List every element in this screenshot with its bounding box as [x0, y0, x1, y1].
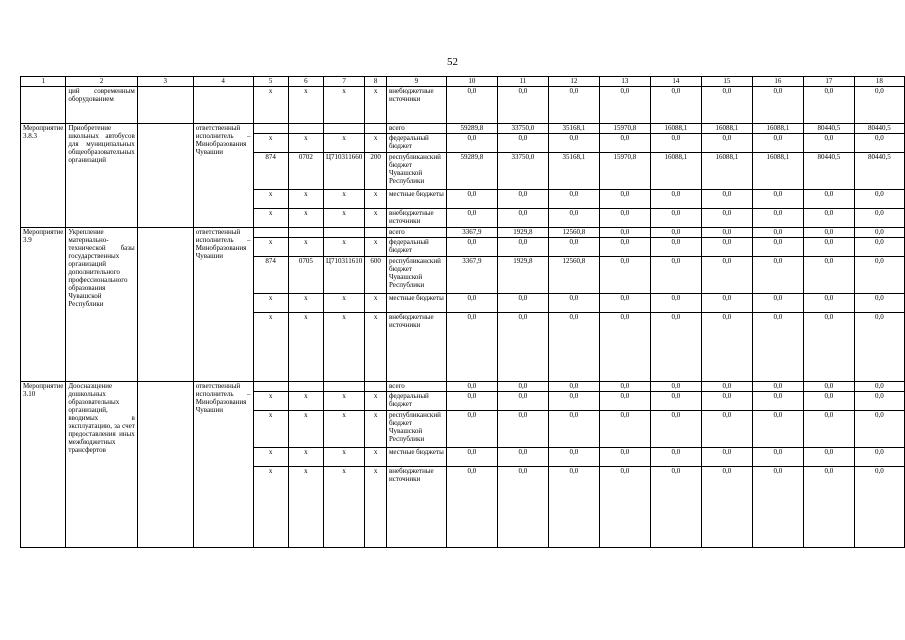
column-number: 15	[701, 77, 752, 87]
budget-code: x	[253, 294, 288, 313]
budget-code: x	[323, 294, 364, 313]
amount-value: 0,0	[854, 392, 904, 411]
amount-value: 0,0	[650, 228, 701, 238]
amount-value: 0,0	[548, 392, 599, 411]
amount-value: 0,0	[803, 228, 854, 238]
amount-value: 0,0	[599, 392, 650, 411]
funding-source: внебюджетные источники	[387, 313, 447, 382]
measure-label: Мероприятие 3.10	[21, 382, 66, 548]
budget-code: x	[365, 134, 387, 153]
column-number: 8	[365, 77, 387, 87]
amount-value: 0,0	[752, 257, 803, 294]
amount-value: 0,0	[650, 448, 701, 467]
budget-code: x	[365, 209, 387, 228]
amount-value: 0,0	[446, 313, 497, 382]
budget-code: x	[253, 190, 288, 209]
amount-value: 0,0	[599, 190, 650, 209]
amount-value: 0,0	[446, 448, 497, 467]
budget-code: x	[288, 411, 323, 448]
amount-value: 0,0	[650, 392, 701, 411]
amount-value: 0,0	[446, 467, 497, 548]
amount-value: 0,0	[497, 448, 548, 467]
budget-code: x	[323, 313, 364, 382]
amount-value: 0,0	[548, 294, 599, 313]
amount-value: 0,0	[548, 382, 599, 392]
amount-value: 0,0	[854, 209, 904, 228]
budget-code: x	[253, 134, 288, 153]
budget-code	[323, 382, 364, 392]
amount-value: 0,0	[752, 209, 803, 228]
column-number: 13	[599, 77, 650, 87]
amount-value: 0,0	[599, 228, 650, 238]
amount-value: 0,0	[446, 382, 497, 392]
amount-value: 0,0	[701, 313, 752, 382]
amount-value: 0,0	[701, 257, 752, 294]
measure-label: Мероприятие 3.8.3	[21, 124, 66, 228]
header-row	[21, 77, 905, 87]
measure-label: Мероприятие 3.9	[21, 228, 66, 382]
funding-source: всего	[387, 228, 447, 238]
budget-code	[253, 382, 288, 392]
measure-description: Доосназщение дошкольных образовательных организаций, вводимых в эксплуатацию, за счет предоставления иных межбюджетных трансфертов	[66, 382, 137, 548]
amount-value: 0,0	[599, 257, 650, 294]
table-row	[21, 228, 905, 238]
column-number: 2	[66, 77, 137, 87]
amount-value: 0,0	[854, 411, 904, 448]
amount-value: 0,0	[599, 411, 650, 448]
funding-source: внебюджетные источники	[387, 87, 447, 124]
amount-value: 0,0	[803, 467, 854, 548]
budget-code: x	[288, 190, 323, 209]
amount-value: 35168,1	[548, 153, 599, 190]
budget-code: x	[323, 392, 364, 411]
budget-code	[253, 228, 288, 238]
amount-value: 0,0	[548, 313, 599, 382]
amount-value: 3367,9	[446, 257, 497, 294]
amount-value: 0,0	[497, 238, 548, 257]
measure-label	[21, 87, 66, 124]
amount-value: 0,0	[650, 313, 701, 382]
amount-value: 0,0	[854, 257, 904, 294]
budget-code: x	[365, 411, 387, 448]
amount-value: 0,0	[599, 467, 650, 548]
budget-code: x	[365, 448, 387, 467]
budget-code: x	[365, 190, 387, 209]
budget-code: 0702	[288, 153, 323, 190]
amount-value: 0,0	[803, 209, 854, 228]
amount-value: 0,0	[854, 382, 904, 392]
budget-code: x	[365, 294, 387, 313]
amount-value: 0,0	[803, 238, 854, 257]
empty-cell	[137, 228, 193, 382]
amount-value: 0,0	[854, 87, 904, 124]
budget-code: x	[365, 392, 387, 411]
empty-cell	[137, 124, 193, 228]
amount-value: 0,0	[650, 382, 701, 392]
amount-value: 0,0	[446, 294, 497, 313]
budget-code: x	[253, 313, 288, 382]
amount-value: 80440,5	[854, 124, 904, 134]
funding-source: федеральный бюджет	[387, 238, 447, 257]
column-number: 5	[253, 77, 288, 87]
amount-value: 0,0	[803, 87, 854, 124]
amount-value: 59289,8	[446, 124, 497, 134]
amount-value: 16088,1	[752, 124, 803, 134]
amount-value: 0,0	[701, 209, 752, 228]
budget-code: 200	[365, 153, 387, 190]
amount-value: 0,0	[446, 411, 497, 448]
budget-code	[323, 228, 364, 238]
budget-code: x	[323, 134, 364, 153]
budget-table	[20, 76, 905, 548]
amount-value: 0,0	[854, 134, 904, 153]
amount-value: 0,0	[446, 87, 497, 124]
column-number: 4	[193, 77, 253, 87]
funding-source: местные бюджеты	[387, 294, 447, 313]
amount-value: 0,0	[701, 448, 752, 467]
amount-value: 0,0	[650, 257, 701, 294]
budget-code	[323, 124, 364, 134]
funding-source: федеральный бюджет	[387, 392, 447, 411]
amount-value: 0,0	[650, 190, 701, 209]
budget-code	[253, 124, 288, 134]
column-number: 16	[752, 77, 803, 87]
amount-value: 80440,5	[854, 153, 904, 190]
budget-code: x	[288, 87, 323, 124]
budget-code: x	[288, 448, 323, 467]
funding-source: республиканский бюджет Чувашской Республики	[387, 257, 447, 294]
budget-code: x	[365, 87, 387, 124]
amount-value: 0,0	[803, 294, 854, 313]
budget-code: x	[288, 238, 323, 257]
amount-value: 0,0	[701, 467, 752, 548]
measure-description: Приобретение школьных автобусов для муниципальных общеобразовательных организаций	[66, 124, 137, 228]
amount-value: 0,0	[701, 382, 752, 392]
column-number: 11	[497, 77, 548, 87]
amount-value: 0,0	[599, 313, 650, 382]
amount-value: 0,0	[599, 448, 650, 467]
budget-code: 600	[365, 257, 387, 294]
amount-value: 0,0	[650, 411, 701, 448]
budget-code: 874	[253, 257, 288, 294]
amount-value: 0,0	[752, 467, 803, 548]
budget-code: x	[323, 238, 364, 257]
amount-value: 0,0	[497, 411, 548, 448]
budget-code	[288, 124, 323, 134]
column-number: 12	[548, 77, 599, 87]
budget-code: x	[253, 209, 288, 228]
amount-value: 0,0	[446, 134, 497, 153]
amount-value: 0,0	[803, 257, 854, 294]
amount-value: 16088,1	[701, 153, 752, 190]
amount-value: 12560,8	[548, 257, 599, 294]
budget-code: x	[253, 411, 288, 448]
amount-value: 33750,0	[497, 124, 548, 134]
amount-value: 0,0	[803, 190, 854, 209]
amount-value: 0,0	[650, 209, 701, 228]
amount-value: 0,0	[497, 313, 548, 382]
budget-code: x	[323, 467, 364, 548]
amount-value: 0,0	[599, 238, 650, 257]
funding-source: внебюджетные источники	[387, 209, 447, 228]
responsible-executor: ответственный исполнитель – Минобразования Чувашии	[193, 228, 253, 382]
table-row	[21, 124, 905, 134]
amount-value: 0,0	[599, 134, 650, 153]
amount-value: 0,0	[752, 190, 803, 209]
amount-value: 0,0	[701, 294, 752, 313]
amount-value: 0,0	[854, 294, 904, 313]
amount-value: 0,0	[446, 209, 497, 228]
empty-cell	[137, 87, 193, 124]
budget-code: x	[323, 448, 364, 467]
budget-code: x	[288, 392, 323, 411]
funding-source: республиканский бюджет Чувашской Республики	[387, 411, 447, 448]
column-number: 18	[854, 77, 904, 87]
column-number: 3	[137, 77, 193, 87]
amount-value: 0,0	[854, 448, 904, 467]
column-number: 9	[387, 77, 447, 87]
amount-value: 16088,1	[752, 153, 803, 190]
column-number: 7	[323, 77, 364, 87]
amount-value: 0,0	[548, 190, 599, 209]
budget-code: 874	[253, 153, 288, 190]
amount-value: 0,0	[548, 411, 599, 448]
budget-code: 0705	[288, 257, 323, 294]
budget-code: x	[323, 87, 364, 124]
amount-value: 80440,5	[803, 124, 854, 134]
budget-code: x	[288, 467, 323, 548]
budget-code	[365, 124, 387, 134]
amount-value: 0,0	[497, 87, 548, 124]
budget-code: x	[365, 467, 387, 548]
funding-source: внебюджетные источники	[387, 467, 447, 548]
table-row	[21, 382, 905, 392]
amount-value: 16088,1	[650, 153, 701, 190]
measure-description: Укрепление материально-технической базы государственных организаций дополнительного профессионального образования Чувашской Республики	[66, 228, 137, 382]
amount-value: 0,0	[497, 190, 548, 209]
funding-source: местные бюджеты	[387, 190, 447, 209]
responsible-executor: ответственный исполнитель – Минобразования Чувашии	[193, 382, 253, 548]
amount-value: 15970,8	[599, 124, 650, 134]
column-number: 6	[288, 77, 323, 87]
amount-value: 0,0	[701, 228, 752, 238]
budget-code: x	[288, 134, 323, 153]
budget-code: x	[288, 209, 323, 228]
amount-value: 0,0	[701, 190, 752, 209]
budget-code: x	[365, 313, 387, 382]
amount-value: 1929,8	[497, 228, 548, 238]
budget-code: Ц710311610	[323, 257, 364, 294]
funding-source: республиканский бюджет Чувашской Республики	[387, 153, 447, 190]
funding-source: местные бюджеты	[387, 448, 447, 467]
budget-code: x	[365, 238, 387, 257]
amount-value: 1929,8	[497, 257, 548, 294]
measure-description: ций современным оборудованием	[66, 87, 137, 124]
amount-value: 16088,1	[701, 124, 752, 134]
amount-value: 80440,5	[803, 153, 854, 190]
amount-value: 0,0	[548, 209, 599, 228]
responsible-executor	[193, 87, 253, 124]
amount-value: 0,0	[803, 313, 854, 382]
budget-code: x	[323, 190, 364, 209]
amount-value: 0,0	[599, 382, 650, 392]
budget-code	[365, 382, 387, 392]
amount-value: 0,0	[650, 238, 701, 257]
budget-code: x	[253, 87, 288, 124]
amount-value: 0,0	[548, 448, 599, 467]
amount-value: 0,0	[446, 190, 497, 209]
amount-value: 0,0	[803, 448, 854, 467]
amount-value: 0,0	[599, 87, 650, 124]
amount-value: 0,0	[854, 313, 904, 382]
funding-source: всего	[387, 382, 447, 392]
amount-value: 35168,1	[548, 124, 599, 134]
budget-code: x	[288, 313, 323, 382]
amount-value: 0,0	[548, 238, 599, 257]
amount-value: 0,0	[599, 209, 650, 228]
amount-value: 0,0	[752, 313, 803, 382]
amount-value: 0,0	[446, 392, 497, 411]
amount-value: 0,0	[650, 467, 701, 548]
budget-code	[288, 382, 323, 392]
amount-value: 0,0	[752, 382, 803, 392]
budget-code: x	[288, 294, 323, 313]
amount-value: 0,0	[803, 411, 854, 448]
amount-value: 0,0	[497, 392, 548, 411]
budget-code	[288, 228, 323, 238]
amount-value: 0,0	[650, 294, 701, 313]
amount-value: 0,0	[701, 87, 752, 124]
amount-value: 59289,8	[446, 153, 497, 190]
amount-value: 0,0	[548, 134, 599, 153]
amount-value: 0,0	[752, 411, 803, 448]
amount-value: 3367,9	[446, 228, 497, 238]
amount-value: 0,0	[854, 190, 904, 209]
amount-value: 0,0	[548, 87, 599, 124]
amount-value: 15970,8	[599, 153, 650, 190]
amount-value: 0,0	[497, 467, 548, 548]
column-number: 14	[650, 77, 701, 87]
amount-value: 0,0	[854, 238, 904, 257]
amount-value: 0,0	[701, 392, 752, 411]
amount-value: 0,0	[803, 134, 854, 153]
amount-value: 0,0	[650, 87, 701, 124]
amount-value: 0,0	[548, 467, 599, 548]
amount-value: 0,0	[446, 238, 497, 257]
budget-code: x	[253, 238, 288, 257]
amount-value: 0,0	[752, 228, 803, 238]
column-number: 17	[803, 77, 854, 87]
amount-value: 0,0	[599, 294, 650, 313]
budget-code: x	[253, 467, 288, 548]
budget-code: x	[323, 209, 364, 228]
amount-value: 16088,1	[650, 124, 701, 134]
amount-value: 0,0	[497, 134, 548, 153]
amount-value: 33750,0	[497, 153, 548, 190]
budget-code: Ц710311660	[323, 153, 364, 190]
amount-value: 0,0	[803, 392, 854, 411]
amount-value: 0,0	[854, 228, 904, 238]
table-row	[21, 87, 905, 124]
budget-code: x	[253, 392, 288, 411]
budget-code: x	[253, 448, 288, 467]
amount-value: 0,0	[497, 209, 548, 228]
empty-cell	[137, 382, 193, 548]
page-number: 52	[447, 56, 458, 68]
amount-value: 0,0	[854, 467, 904, 548]
funding-source: федеральный бюджет	[387, 134, 447, 153]
amount-value: 0,0	[701, 238, 752, 257]
budget-code: x	[323, 411, 364, 448]
amount-value: 0,0	[803, 382, 854, 392]
funding-source: всего	[387, 124, 447, 134]
budget-code	[365, 228, 387, 238]
amount-value: 0,0	[752, 294, 803, 313]
amount-value: 0,0	[497, 382, 548, 392]
amount-value: 0,0	[752, 448, 803, 467]
amount-value: 0,0	[701, 134, 752, 153]
amount-value: 0,0	[752, 134, 803, 153]
amount-value: 0,0	[497, 294, 548, 313]
amount-value: 0,0	[752, 238, 803, 257]
amount-value: 0,0	[752, 87, 803, 124]
responsible-executor: ответственный исполнитель – Минобразования Чувашии	[193, 124, 253, 228]
amount-value: 0,0	[701, 411, 752, 448]
column-number: 10	[446, 77, 497, 87]
amount-value: 0,0	[650, 134, 701, 153]
amount-value: 12560,8	[548, 228, 599, 238]
column-number: 1	[21, 77, 66, 87]
amount-value: 0,0	[752, 392, 803, 411]
